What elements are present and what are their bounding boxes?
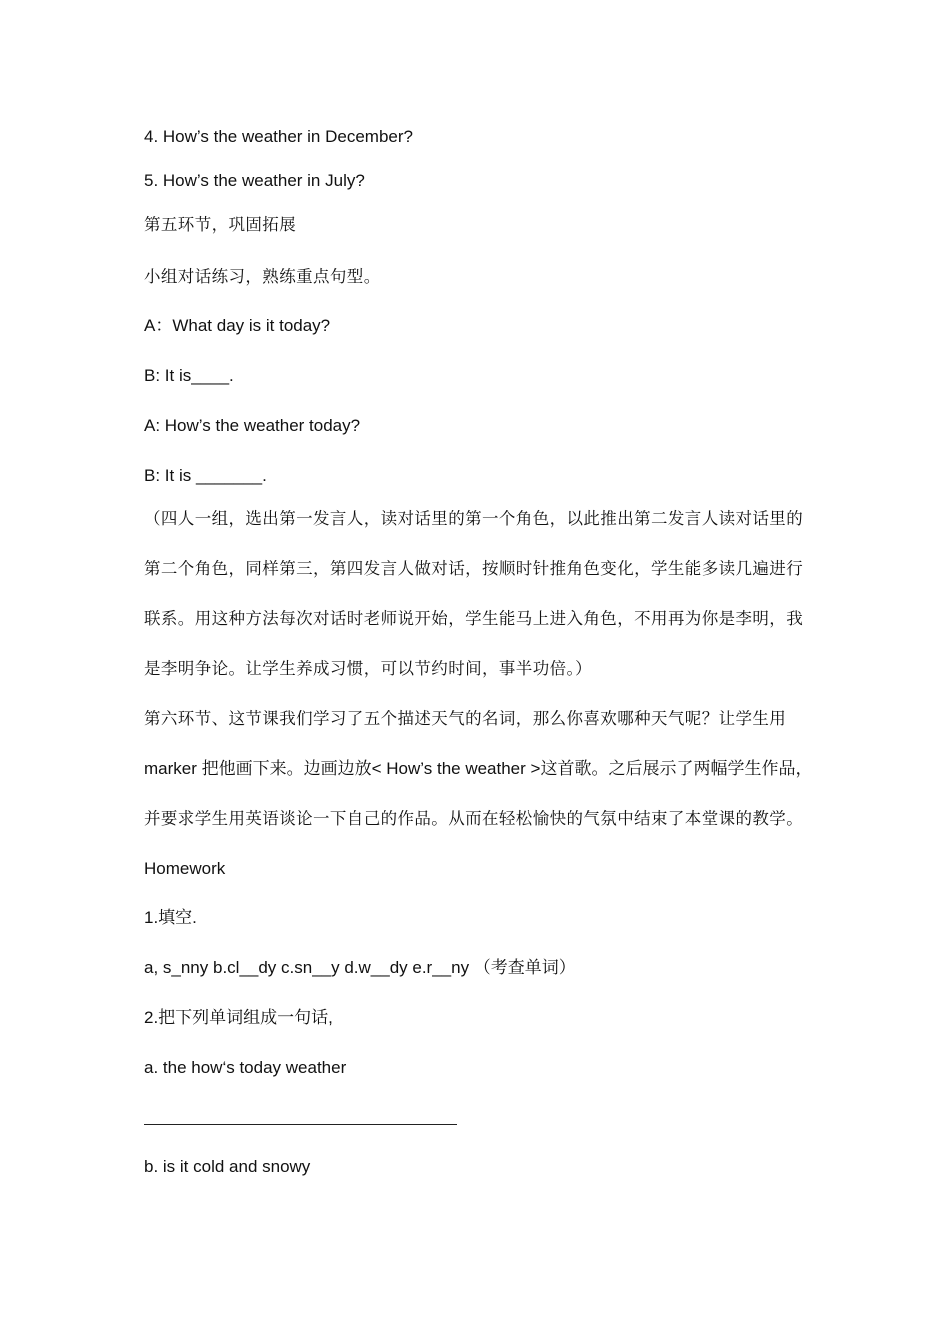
paragraph-line: （四人一组，选出第一发言人，读对话里的第一个角色，以此推出第二发言人读对话里的 <box>144 509 804 528</box>
question-5: 5. How’s the weather in July? <box>144 171 365 190</box>
sentence-a: a. the how‘s today weather <box>144 1058 347 1077</box>
section-6-line: 并要求学生用英语谈论一下自己的作品。从而在轻松愉快的气氛中结束了本堂课的教学。 <box>144 809 804 828</box>
homework-heading: Homework <box>144 859 226 878</box>
section-5-heading: 第五环节，巩固拓展 <box>144 215 297 234</box>
sentence-b: b. is it cold and snowy <box>144 1157 311 1176</box>
dialogue-line-b1: B: It is____. <box>144 366 234 385</box>
paragraph-line: 是李明争论。让学生养成习惯，可以节约时间，事半功倍。） <box>144 659 593 678</box>
homework-item-1: 1.填空. <box>144 908 197 927</box>
dialogue-line-a1: A：What day is it today? <box>144 316 331 335</box>
question-4: 4. How’s the weather in December? <box>144 127 413 146</box>
answer-line <box>144 1124 457 1125</box>
dialogue-line-b2: B: It is _______. <box>144 466 267 485</box>
homework-item-2: 2.把下列单词组成一句话, <box>144 1008 333 1027</box>
fill-blank-words: a, s_nny b.cl__dy c.sn__y d.w__dy e.r__ny （考查单词） <box>144 958 576 977</box>
dialogue-line-a2: A: How’s the weather today? <box>144 416 361 435</box>
section-6-line: 第六环节、这节课我们学习了五个描述天气的名词，那么你喜欢哪种天气呢？让学生用 <box>144 709 787 728</box>
section-6-line: marker 把他画下来。边画边放< How’s the weather >这首歌。之后展示了两幅学生作品， <box>144 759 813 778</box>
group-dialogue-instruction: 小组对话练习，熟练重点句型。 <box>144 267 381 286</box>
paragraph-line: 第二个角色，同样第三，第四发言人做对话，按顺时针推角色变化，学生能多读几遍进行 <box>144 559 804 578</box>
paragraph-line: 联系。用这种方法每次对话时老师说开始，学生能马上进入角色，不用再为你是李明，我 <box>144 609 804 628</box>
